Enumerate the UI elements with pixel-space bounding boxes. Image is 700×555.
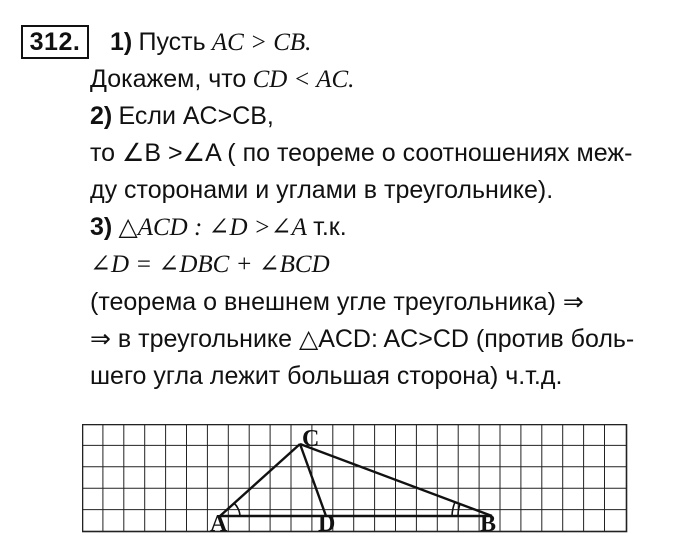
segment-cd <box>300 444 326 516</box>
label-d: D <box>318 511 336 536</box>
line-9 <box>90 322 634 356</box>
label-b: B <box>480 511 497 536</box>
side-ac <box>220 444 300 516</box>
line-6 <box>90 210 347 244</box>
line-1-math: AC > CB. <box>211 29 312 56</box>
line-6-text: т.к. <box>313 213 347 241</box>
line-5-text: ду сторонами и углами в треугольнике). <box>90 176 554 204</box>
line-2-math: CD < AC. <box>252 66 355 93</box>
line-4 <box>90 136 632 170</box>
angle-b-arc-2 <box>452 502 455 516</box>
line-2 <box>90 62 354 96</box>
line-6-math: △ACD : ∠D >∠A <box>118 214 307 241</box>
triangle-figure <box>82 424 632 536</box>
problem-number-text: 312. <box>29 27 81 56</box>
line-4-text: то ∠B >∠A ( по теореме о соотношениях меж- <box>90 139 633 167</box>
line-2-text: Докажем, что <box>90 65 247 93</box>
line-8-text: (теорема о внешнем угле треугольника) ⇒ <box>90 288 584 316</box>
angle-marks <box>234 502 460 516</box>
step-3-marker: 3) <box>90 213 113 241</box>
line-7-math: ∠D = ∠DBC + ∠BCD <box>90 251 330 278</box>
line-8 <box>90 285 584 319</box>
line-7 <box>90 248 330 282</box>
line-10 <box>90 359 562 393</box>
line-3-text: Если AC>CB, <box>118 102 274 130</box>
line-9-text: ⇒ в треугольнике △ACD: AC>CD (против боль- <box>90 325 635 353</box>
label-a: A <box>210 511 228 536</box>
line-1-text: Пусть <box>138 28 206 56</box>
grid-horizontal-lines <box>83 445 627 509</box>
line-10-text: шего угла лежит большая сторона) ч.т.д. <box>90 362 563 390</box>
line-5 <box>90 173 553 207</box>
line-3 <box>90 99 274 133</box>
label-c: C <box>302 426 320 452</box>
step-1-marker: 1) <box>110 28 133 56</box>
triangle <box>220 444 492 516</box>
line-1 <box>110 25 311 59</box>
step-2-marker: 2) <box>90 102 113 130</box>
problem-number <box>21 25 89 59</box>
